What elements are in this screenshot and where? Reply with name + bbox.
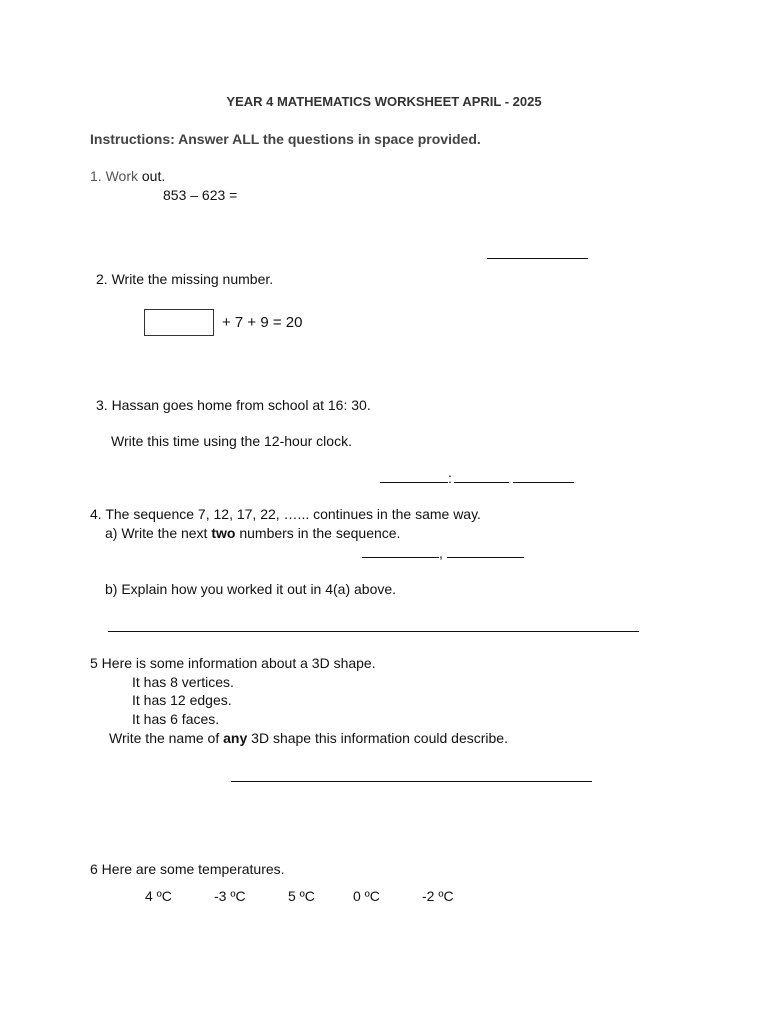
question-1-number: 1. bbox=[90, 168, 106, 184]
instructions: Instructions: Answer ALL the questions in space provided. bbox=[90, 131, 481, 147]
temperature-item: -3 ºC bbox=[214, 888, 246, 904]
question-3-subprompt: Write this time using the 12-hour clock. bbox=[111, 433, 352, 449]
question-1-answer-line[interactable] bbox=[487, 258, 588, 259]
question-4a-text-pre: a) Write the next bbox=[105, 525, 212, 541]
question-5-ask-pre: Write the name of bbox=[109, 730, 224, 746]
question-1-out: out. bbox=[138, 168, 166, 184]
question-3-colon: : bbox=[448, 470, 452, 486]
question-2-answer-box[interactable] bbox=[144, 309, 214, 336]
question-3-minute-line[interactable] bbox=[454, 470, 509, 483]
question-4a-answer-line-1[interactable] bbox=[362, 545, 439, 558]
temperature-item: 0 ºC bbox=[353, 888, 380, 904]
question-3-hour-line[interactable] bbox=[380, 470, 448, 483]
question-4a-emphasis: two bbox=[211, 525, 236, 541]
question-4a-answer-line-2[interactable] bbox=[447, 545, 524, 558]
question-1-work: Work bbox=[105, 168, 138, 184]
temperature-item: 5 ºC bbox=[288, 888, 315, 904]
question-4a-answer-lines bbox=[362, 544, 524, 562]
question-4b-prompt: b) Explain how you worked it out in 4(a) above. bbox=[105, 581, 397, 597]
question-5-fact: It has 8 vertices. bbox=[132, 674, 234, 690]
temperature-item: 4 ºC bbox=[145, 888, 172, 904]
question-5-answer-line[interactable] bbox=[231, 781, 592, 782]
worksheet-title: YEAR 4 MATHEMATICS WORKSHEET APRIL - 2025 bbox=[226, 94, 542, 109]
question-4-prompt: 4. The sequence 7, 12, 17, 22, …... continues in the same way. bbox=[90, 506, 481, 522]
question-2-prompt: 2. Write the missing number. bbox=[96, 271, 274, 287]
question-3-prompt: 3. Hassan goes home from school at 16: 30. bbox=[96, 397, 371, 413]
temperature-item: -2 ºC bbox=[422, 888, 454, 904]
question-4a-separator: , bbox=[439, 545, 443, 561]
question-4b-answer-line[interactable] bbox=[108, 631, 639, 632]
question-4a-prompt bbox=[105, 524, 400, 542]
question-5-emphasis: any bbox=[223, 730, 248, 746]
question-5-prompt: 5 Here is some information about a 3D shape. bbox=[90, 655, 376, 671]
question-4a-text-post: numbers in the sequence. bbox=[235, 525, 401, 541]
question-5-fact: It has 12 edges. bbox=[132, 692, 232, 708]
question-3-ampm-line[interactable] bbox=[513, 470, 574, 483]
question-5-fact: It has 6 faces. bbox=[132, 711, 220, 727]
question-3-answer-lines bbox=[380, 469, 574, 487]
question-6-prompt: 6 Here are some temperatures. bbox=[90, 861, 285, 877]
question-1-prompt bbox=[90, 167, 165, 185]
question-1-expression: 853 – 623 = bbox=[163, 187, 238, 203]
question-5-ask-post: 3D shape this information could describe. bbox=[247, 730, 508, 746]
question-2-equation: + 7 + 9 = 20 bbox=[222, 314, 303, 331]
question-5-ask bbox=[109, 729, 508, 747]
